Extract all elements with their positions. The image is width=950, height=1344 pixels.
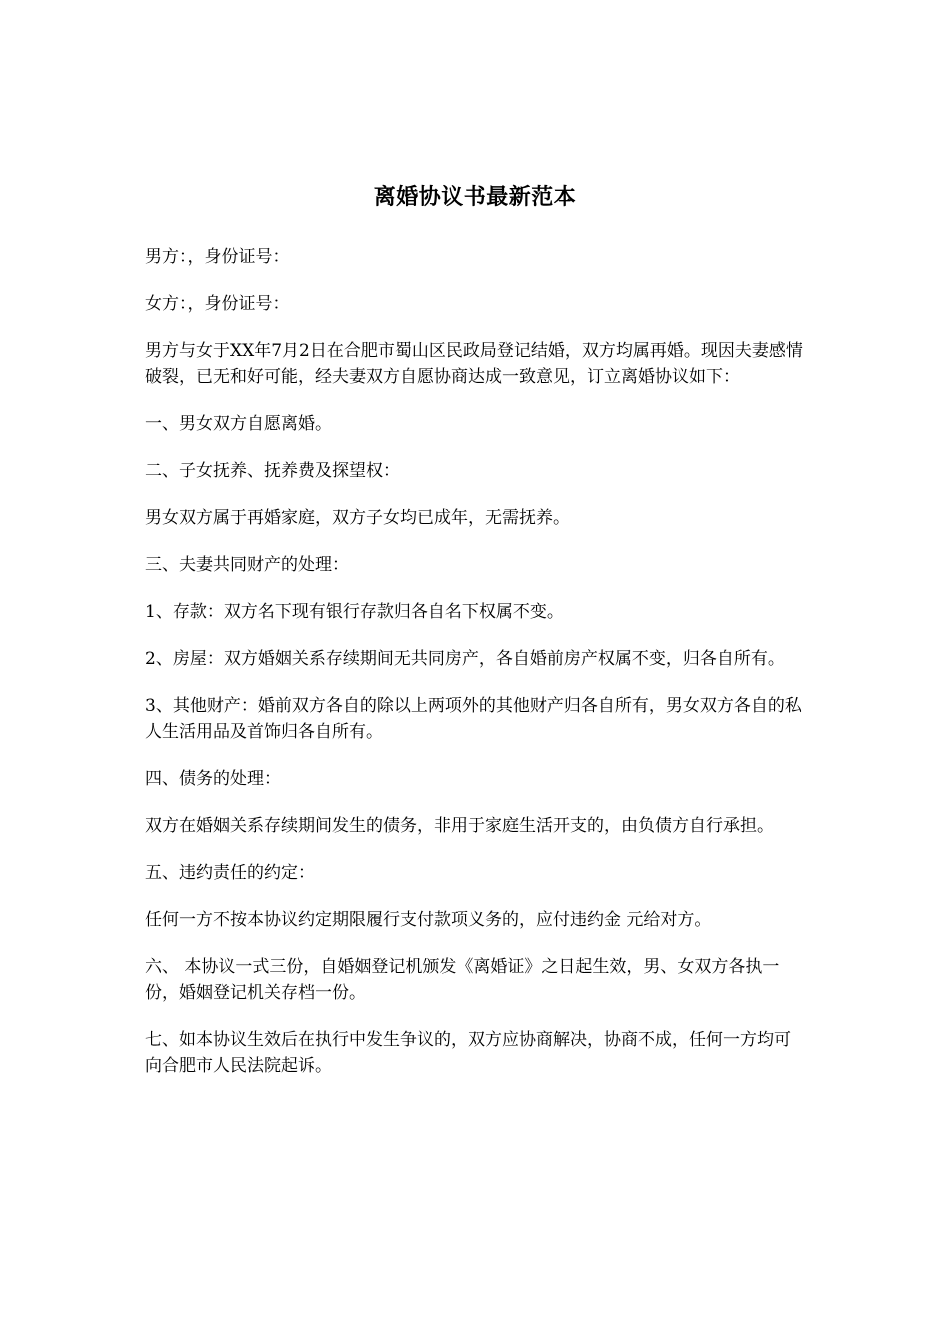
paragraph-clause-3-item-2: 2、房屋：双方婚姻关系存续期间无共同房产，各自婚前房产权属不变，归各自所有。	[145, 649, 785, 669]
paragraph-clause-2-heading: 二、子女抚养、抚养费及探望权：	[145, 461, 400, 481]
paragraph-clause-5-body: 任何一方不按本协议约定期限履行支付款项义务的，应付违约金 元给对方。	[145, 910, 712, 930]
paragraph-clause-5-heading: 五、违约责任的约定：	[145, 863, 315, 883]
paragraph-clause-6: 六、 本协议一式三份，自婚姻登记机颁发《离婚证》之日起生效，男、女双方各执一份，婚姻登记机关存档一份。	[145, 957, 780, 1003]
paragraph-clause-3-heading: 三、夫妻共同财产的处理：	[145, 555, 349, 575]
paragraph-intro: 男方与女于XX年7月2日在合肥市蜀山区民政局登记结婚，双方均属再婚。现因夫妻感情破裂，已无和好可能，经夫妻双方自愿协商达成一致意见，订立离婚协议如下：	[145, 341, 803, 387]
paragraph-clause-3-item-3: 3、其他财产：婚前双方各自的除以上两项外的其他财产归各自所有，男女双方各自的私人生活用品及首饰归各自所有。	[145, 696, 802, 742]
paragraph-clause-3-item-1: 1、存款：双方名下现有银行存款归各自名下权属不变。	[145, 602, 564, 622]
paragraph-clause-4-heading: 四、债务的处理：	[145, 769, 281, 789]
paragraph-clause-1: 一、男女双方自愿离婚。	[145, 414, 332, 434]
paragraph-clause-4-body: 双方在婚姻关系存续期间发生的债务，非用于家庭生活开支的，由负债方自行承担。	[145, 816, 774, 836]
document-title: 离婚协议书最新范本	[373, 184, 577, 210]
document-body	[145, 244, 807, 1100]
paragraph-clause-7: 七、如本协议生效后在执行中发生争议的，双方应协商解决，协商不成，任何一方均可向合肥市人民法院起诉。	[145, 1030, 791, 1076]
paragraph-wife: 女方：，身份证号：	[145, 294, 290, 314]
paragraph-husband: 男方：，身份证号：	[145, 247, 290, 267]
paragraph-clause-2-body: 男女双方属于再婚家庭，双方子女均已成年，无需抚养。	[145, 508, 570, 528]
